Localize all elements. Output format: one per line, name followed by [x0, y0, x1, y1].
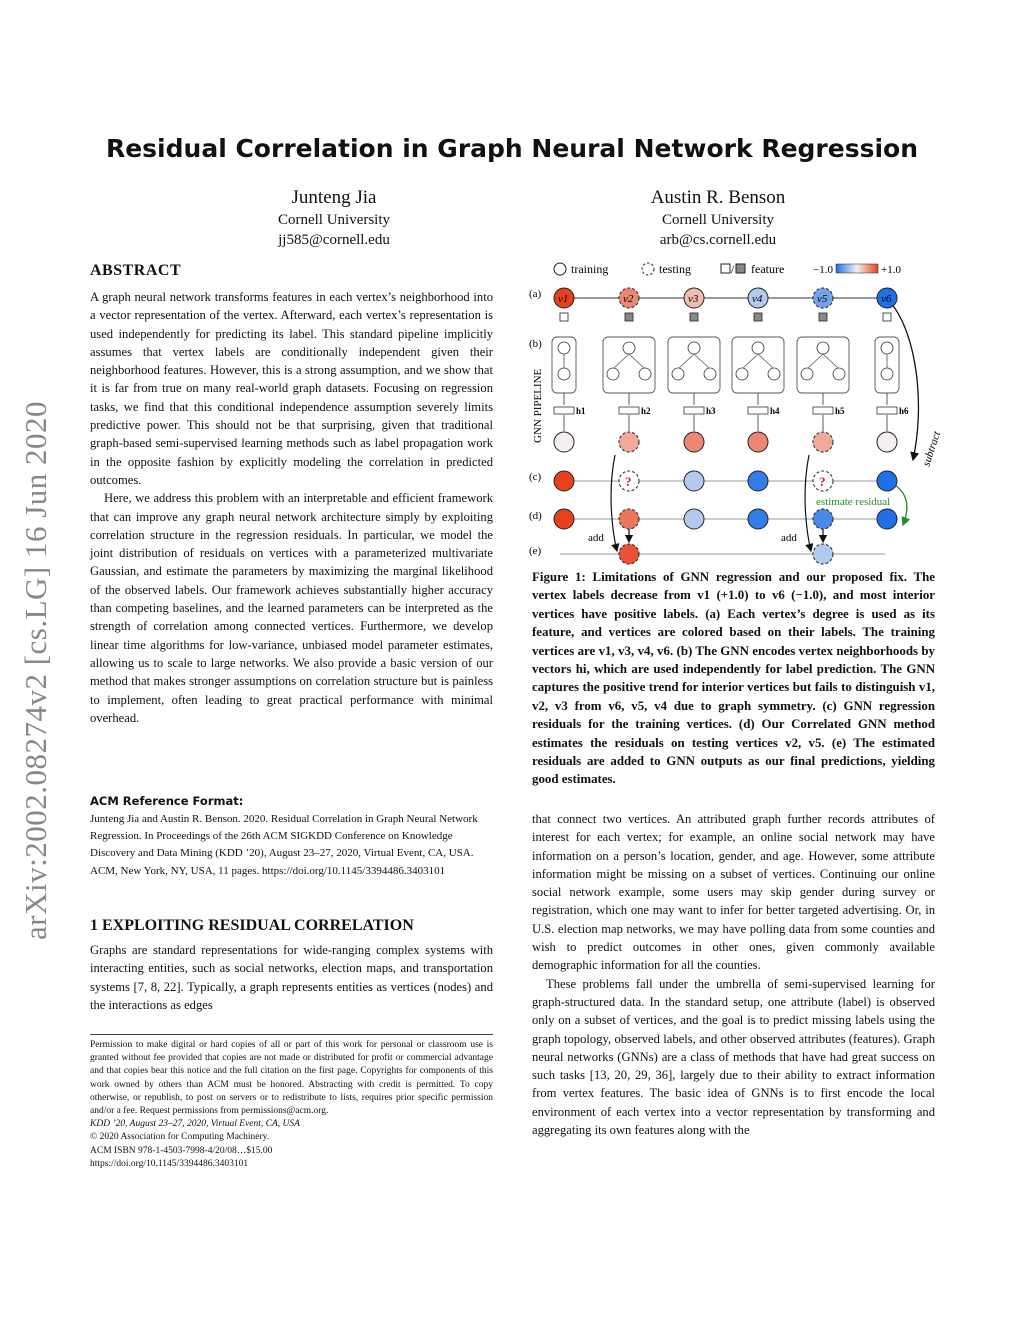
- gnn-output-v4: [748, 432, 768, 452]
- section-paragraph: Graphs are standard representations for wide-ranging complex systems with interacting entities, such as social networks, election maps, and transportation systems [7, 8, 22]. Typically, a graph represents entities as vertices (nodes) and the interactions as edges: [90, 943, 493, 1012]
- embedding-vector-h2: [619, 407, 639, 414]
- neighborhood-node: [639, 368, 651, 380]
- feature-box-v3: [690, 313, 698, 321]
- add-arrow-2: [805, 455, 811, 551]
- legend-slash: /: [731, 262, 735, 276]
- vertex-label-v6: v6: [881, 293, 892, 305]
- estimated-residual-v4: [748, 509, 768, 529]
- feature-filled-icon: [736, 264, 745, 273]
- embedding-label-h5: h5: [835, 406, 845, 416]
- neighborhood-node: [672, 368, 684, 380]
- permission-notice: [90, 1039, 493, 1171]
- row-label-e: (e): [529, 545, 542, 557]
- body-paragraph: that connect two vertices. An attributed graph further records attributes of interest for each vertex; for example, an online social network may have information on a person’s location, gender, and age. However, some attribute information might be missing on a subset of vertices. Continuing our online social network example, some users may skip gender during survey or registration, which one may want to infer for better targeted advertising. Or, in U.S. election map networks, we may have polling data from some counties and wish to predict outcomes in other ones, given commonly available demographic information for all the counties.: [532, 812, 935, 973]
- neighborhood-center-node: [688, 342, 700, 354]
- abstract-paragraph: A graph neural network transforms features in each vertex’s neighborhood into a vector representation of the vertex. Afterward, each vertex’s representation is used independently for predicting its label. This standard pipeline implicitly assumes that vertex labels are conditionally independent given their neighborhood features. However, this is a strong assumption, and we show that it is far from true on many real-world graph datasets. Focusing on regression tasks, we find that this conditional independence assumption severely limits predictive power. This should not be that surprising, given that traditional graph-based semi-supervised learning methods such as label propagation work in the opposite fashion by explicitly modeling the correlation in predicted outcomes.: [90, 290, 493, 487]
- embedding-vector-h4: [748, 407, 768, 414]
- neighborhood-node: [833, 368, 845, 380]
- isbn-line: ACM ISBN 978-1-4503-7998-4/20/08…$15.00: [90, 1145, 273, 1156]
- footnote-divider: [90, 1034, 493, 1035]
- author-affiliation: Cornell University: [277, 212, 391, 228]
- row-label-d: (d): [529, 510, 542, 522]
- neighborhood-edge: [678, 354, 694, 369]
- testing-legend-icon: [642, 263, 654, 275]
- gnn-output-v2: [619, 432, 639, 452]
- embedding-label-h6: h6: [899, 406, 909, 416]
- add-arrow-1: [611, 455, 617, 551]
- embedding-vector-h5: [813, 407, 833, 414]
- colorbar-min: −1.0: [813, 264, 833, 276]
- legend-feature: feature: [751, 262, 785, 276]
- vertex-label-v4: v4: [752, 293, 763, 305]
- estimate-residual-label: estimate residual: [816, 496, 891, 508]
- training-legend-icon: [554, 263, 566, 275]
- figure-1: [525, 255, 943, 567]
- conference-line: KDD ’20, August 23–27, 2020, Virtual Event, CA, USA: [90, 1119, 300, 1130]
- add-label-1: add: [588, 532, 604, 544]
- neighborhood-node: [607, 368, 619, 380]
- neighborhood-node: [801, 368, 813, 380]
- copyright-line: © 2020 Association for Computing Machinery.: [90, 1132, 270, 1143]
- feature-box-v5: [819, 313, 827, 321]
- residual-v3: [684, 471, 704, 491]
- neighborhood-node: [704, 368, 716, 380]
- neighborhood-center-node: [817, 342, 829, 354]
- acm-reference-text: Junteng Jia and Austin R. Benson. 2020. Residual Correlation in Graph Neural Network Regression. In Proceedings of the 26th ACM SIGKDD Conference on Knowledge Discovery and Data Mining (KDD ’20), August 23–27, 2020, Virtual Event, CA, USA. ACM, New York, NY, USA, 11 pages. https://doi.org/10.1145/3394486.3403101: [90, 813, 478, 877]
- author-affiliation: Cornell University: [661, 212, 775, 228]
- neighborhood-node: [736, 368, 748, 380]
- row-label-c: (c): [529, 471, 542, 483]
- embedding-label-h1: h1: [576, 406, 586, 416]
- vertex-label-v5: v5: [817, 293, 828, 305]
- section-body: [90, 941, 493, 1014]
- acm-reference-heading: ACM Reference Format:: [90, 794, 244, 808]
- neighborhood-edge: [807, 354, 823, 369]
- residual-v4: [748, 471, 768, 491]
- figure-caption: Figure 1: Limitations of GNN regression and our proposed fix. The vertex labels decrease from v1 (+1.0) to v6 (−1.0), and most interior vertices have positive labels. (a) Each vertex’s degree is used as its feature, and vertices are colored based on their labels. The training vertices are v1, v3, v4, v6. (b) The GNN encodes vertex neighborhoods by vectors hi, which are used independently for label prediction. The GNN captures the positive trend for interior vertices but fails to distinguish v1, v2, v3 from v6, v5, v4 due to graph symmetry. (c) GNN regression residuals for the training vertices. (d) Our Correlated GNN method estimates the residuals on testing vertices v2, v5. (e) The estimated residuals are added to GNN outputs as our final predictions, yielding good estimates.: [532, 570, 935, 787]
- final-prediction-v5: [813, 544, 833, 564]
- right-column-body: [532, 810, 935, 1139]
- author-email[interactable]: jj585@cornell.edu: [278, 232, 390, 248]
- unknown-residual: ?: [625, 474, 632, 489]
- embedding-vector-h1: [554, 407, 574, 414]
- permission-text: Permission to make digital or hard copies of all or part of this work for personal or classroom use is granted without fee provided that copies are not made or distributed for profit or commercial advantage and that copies bear this notice and the full citation on the first page. Copyrights for components of this work owned by others than ACM must be honored. Abstracting with credit is permitted. To copy otherwise, or republish, to post on servers or to redistribute to lists, requires prior specific permission and/or a fee. Request permissions from permissions@acm.org.: [90, 1040, 493, 1117]
- neighborhood-edge: [629, 354, 645, 369]
- neighborhood-node: [768, 368, 780, 380]
- author-block-2: [568, 186, 868, 250]
- author-email[interactable]: arb@cs.cornell.edu: [659, 232, 777, 248]
- abstract-paragraph: Here, we address this problem with an interpretable and efficient framework that can improve any graph neural network architecture simply by exploiting correlation structure in the regression residuals. In particular, we model the joint distribution of residuals on vertices with a parameterized multivariate Gaussian, and estimate the parameters by maximizing the marginal likelihood of the observed labels. Our framework achieves substantially higher accuracy than competing baselines, and the learned parameters can be interpreted as the strength of correlation among connected vertices. Furthermore, we develop linear time algorithms for low-variance, unbiased model parameter estimates, allowing us to scale to large networks. We also provide a basic version of our method that makes stronger assumptions on correlation structure but is painless to implement, often leading to great practical performance with minimal overhead.: [90, 491, 493, 725]
- neighborhood-center-node: [752, 342, 764, 354]
- neighborhood-edge: [694, 354, 710, 369]
- feature-empty-icon: [721, 264, 730, 273]
- gnn-output-v5: [813, 432, 833, 452]
- colorbar-max: +1.0: [881, 264, 901, 276]
- estimated-residual-v5: [813, 509, 833, 529]
- neighborhood-center-node: [623, 342, 635, 354]
- embedding-vector-h6: [877, 407, 897, 414]
- subtract-label: subtract: [920, 429, 943, 468]
- paper-title: Residual Correlation in Graph Neural Network Regression: [105, 134, 919, 163]
- gnn-output-v6: [877, 432, 897, 452]
- author-name: Junteng Jia: [291, 187, 377, 208]
- feature-box-v6: [883, 313, 891, 321]
- embedding-vector-h3: [684, 407, 704, 414]
- embedding-label-h3: h3: [706, 406, 716, 416]
- feature-box-v2: [625, 313, 633, 321]
- gnn-output-v3: [684, 432, 704, 452]
- vertex-label-v1: v1: [558, 293, 569, 305]
- row-label-a: (a): [529, 288, 542, 300]
- figure-diagram: [525, 255, 943, 567]
- author-name: Austin R. Benson: [650, 187, 786, 208]
- vertex-label-v2: v2: [623, 293, 634, 305]
- estimated-residual-v2: [619, 509, 639, 529]
- abstract-body: [90, 288, 493, 727]
- residual-v1: [554, 471, 574, 491]
- body-paragraph: These problems fall under the umbrella of semi-supervised learning for graph-structured data. In the standard setup, one attribute (label) is observed only on a subset of vertices, and the goal is to predict missing labels using the graph topology, observed labels, and other observed attributes (features). Graph neural networks (GNNs) are a class of methods that have had great success on such tasks [13, 20, 29, 36], largely due to their ability to extract information from vertex features. The basic idea of GNNs is to first encode the local environment of each vertex into a vector representation by transforming and aggregating its own features along with the: [532, 976, 935, 1138]
- row-label-b: (b): [529, 338, 542, 350]
- gnn-output-v1: [554, 432, 574, 452]
- legend-training: training: [571, 262, 609, 276]
- legend-testing: testing: [659, 262, 691, 276]
- embedding-label-h2: h2: [641, 406, 651, 416]
- arxiv-side-label: arXiv:2002.08274v2 [cs.LG] 16 Jun 2020: [18, 400, 53, 940]
- neighborhood-center-node: [558, 342, 570, 354]
- add-label-2: add: [781, 532, 797, 544]
- colorbar: [836, 264, 878, 273]
- final-prediction-v2: [619, 544, 639, 564]
- unknown-residual: ?: [819, 474, 826, 489]
- pipeline-label: GNN PIPELINE: [532, 368, 544, 443]
- feature-box-v4: [754, 313, 762, 321]
- abstract-heading: ABSTRACT: [90, 262, 182, 279]
- neighborhood-node: [881, 368, 893, 380]
- figure-marks: [552, 288, 909, 564]
- estimated-residual-v3: [684, 509, 704, 529]
- neighborhood-edge: [742, 354, 758, 369]
- section-heading: 1 EXPLOITING RESIDUAL CORRELATION: [90, 917, 414, 934]
- estimated-residual-v6: [877, 509, 897, 529]
- neighborhood-center-node: [881, 342, 893, 354]
- neighborhood-edge: [758, 354, 774, 369]
- embedding-label-h4: h4: [770, 406, 780, 416]
- doi-link[interactable]: https://doi.org/10.1145/3394486.3403101: [90, 1158, 249, 1169]
- vertex-label-v3: v3: [688, 293, 699, 305]
- feature-box-v1: [560, 313, 568, 321]
- figure-legend: [554, 262, 901, 276]
- neighborhood-node: [558, 368, 570, 380]
- author-block-1: [184, 186, 484, 250]
- neighborhood-edge: [823, 354, 839, 369]
- residual-v6: [877, 471, 897, 491]
- estimated-residual-v1: [554, 509, 574, 529]
- neighborhood-edge: [613, 354, 629, 369]
